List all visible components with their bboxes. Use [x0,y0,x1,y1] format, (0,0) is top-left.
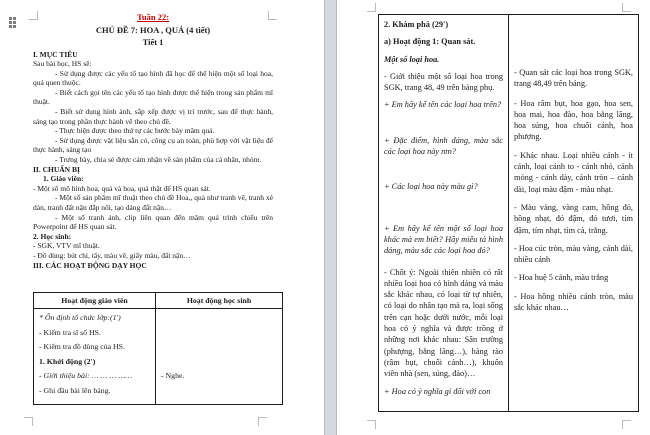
text-boundary-mark [622,420,631,429]
table-paragraph: - Hoa huệ 5 cánh, màu trắng [514,273,609,283]
section-heading: III. CÁC HOẠT ĐỘNG DẠY HỌC [33,260,147,270]
doc-paragraph: 1. Giáo viên: [43,174,84,184]
student-activity-cell [509,15,639,412]
table-paragraph: - Chốt ý: Ngoài thiên nhiên có rất nhiều loại hoa có hình dáng và màu sắc khác nhau, có loại từ tự nhiên, có loại do nhân tạo mà ra, loại sống trên cạn hoặc dưới nước, mỗi loại hoa có ý nghĩa và được trồng ở những nơi khác nhau: Sân trường (phượng, bằng lăng…), hàng rào (râm bụt, chuối cảnh…), khuôn viên nhà (sen, súng, đào)… [384,267,503,379]
doc-paragraph: - SGK, VTV mĩ thuật. [33,241,100,251]
doc-paragraph: - Biết sử dụng hình ảnh, sắp xếp được vị trí trước, sau để thực hành, sáng tạo trong phần thực hành vẽ theo chủ đề. [33,107,273,126]
table-paragraph: 1. Khởi động (2') [39,356,96,366]
table-paragraph: - Hoa râm bụt, hoa gạo, hoa sen, hoa mai, hoa đào, hoa bằng lăng, hoa súng, hoa chuối cảnh, hoa phượng. [514,98,633,142]
teacher-column-header: Hoạt động giáo viên [34,293,156,309]
lesson-heading [33,11,273,49]
teacher-activity-cell [379,15,509,412]
section-heading: I. MỤC TIÊU [33,49,78,59]
doc-paragraph: - Biết cách gọi tên các yếu tố tạo hình được thể hiện trong sản phẩm mĩ thuật. [33,87,273,107]
doc-paragraph: - Một số mô hình hoa, quả và hoa, quả thật để HS quan sát. [33,183,211,193]
table-paragraph: - Ghi đầu bài lên bảng. [39,385,111,395]
table-paragraph: + Hoa có ý nghĩa gì đối với con [384,386,491,396]
activities-table [33,292,283,405]
student-column-header: Hoạt động học sinh [156,293,283,309]
text-boundary-mark [24,417,33,426]
text-boundary-mark [258,417,267,426]
table-paragraph: - Kiểm tra sĩ số HS. [39,327,101,337]
page-right [337,0,650,435]
theme-title: CHỦ ĐỀ 7: HOA , QUẢ (4 tiết) [95,24,211,35]
doc-paragraph: - Một số sản phẩm mĩ thuật theo chủ đề Hoa,, quả như tranh vẽ, tranh xé dán, tranh đất nặn đắp nổi, tạo dáng đất nặn… [33,193,273,212]
table-paragraph: Một số loại hoa. [384,54,440,64]
doc-paragraph: Sau bài học, HS sẽ: [33,59,92,69]
table-paragraph: - Giới thiệu bài: … … … …… [39,371,133,380]
text-boundary-mark [367,3,376,12]
table-paragraph: - Kiểm tra đồ dùng của HS. [39,342,125,351]
doc-paragraph: 2. Học sinh: [33,231,72,241]
table-paragraph: + Đặc điểm, hình dáng, màu sắc các loại hoa này ntn? [384,135,503,157]
table-paragraph: 2. Khám phá (29') [384,20,449,29]
student-activity-cell [156,309,283,405]
table-paragraph: - Hoa hồng nhiều cánh tròn, màu sắc khác nhau… [514,291,633,313]
week-title: Tuần 22: [136,12,170,22]
table-paragraph: - Nghe. [161,371,185,380]
table-paragraph: - Màu vàng, vàng cam, hồng đỏ, hồng nhạt, đỏ đậm, đỏ tươi, tím đậm, tím nhạt, tím cà, trắng. [514,202,633,235]
table-paragraph: - Khác nhau. Loại nhiều cánh - ít cánh, loại cánh to - cánh nhỏ, cánh mỏng - cánh dày, cánh tròn – cánh dài, loại màu đậm - màu nhạt. [514,150,633,194]
text-boundary-mark [622,3,631,12]
table-move-handle-icon[interactable] [9,17,17,29]
doc-paragraph: - Thực hiện được theo thứ tự các bước bày mâm quả. [55,126,215,136]
table-paragraph: a) Hoạt động 1: Quan sát. [384,37,476,47]
lesson-body [33,50,273,271]
table-paragraph: - Quan sát các loại hoa trong SGK, trang 48,49 trên bảng. [514,68,633,89]
table-paragraph: + Em hãy kể tên một số loại hoa khác mà em biết? Hãy miêu tả hình dáng, màu sắc các loại hoa đó? [384,223,503,256]
doc-paragraph: - Sử dụng được vật liệu sẵn có, công cụ an toàn, phù hợp với vật liệu để thực hành, sáng tạo [33,135,273,155]
table-paragraph: - Hoa cúc tròn, màu vàng, cánh dài, nhiều cánh [514,243,633,265]
activities-table-continued [378,14,639,412]
doc-paragraph: - Sử dụng được các yếu tố tạo hình đã học để thể hiện một số loại hoa, quả quen thuộc. [33,68,273,88]
doc-paragraph: - Đồ dùng: bút chì, tẩy, màu vẽ, giấy màu, đất nặn… [33,250,191,260]
section-heading: II. CHUẨN BỊ [33,164,80,174]
page-gap [324,0,337,435]
doc-paragraph: - Một số tranh ảnh, clip liên quan đến mâm quả trình chiếu trên Powerpoint để HS quan sát. [33,212,273,232]
text-boundary-mark [367,420,376,429]
teacher-activity-cell [34,309,156,405]
table-paragraph: - Giới thiệu một số loại hoa trong SGK, trang 48, 49 trên bảng phụ. [384,71,503,93]
period-title: Tiết 1 [142,37,164,47]
doc-paragraph: - Trưng bày, chia sẻ được cảm nhận về sản phẩm của cá nhân, nhóm. [55,155,262,165]
page-left [0,0,324,435]
table-paragraph: * Ổn định tổ chức lớp:(1') [39,313,121,322]
table-paragraph: + Em hãy kể tên các loại hoa trên? [384,100,502,110]
table-paragraph: + Các loại hoa này màu gì? [384,182,478,192]
